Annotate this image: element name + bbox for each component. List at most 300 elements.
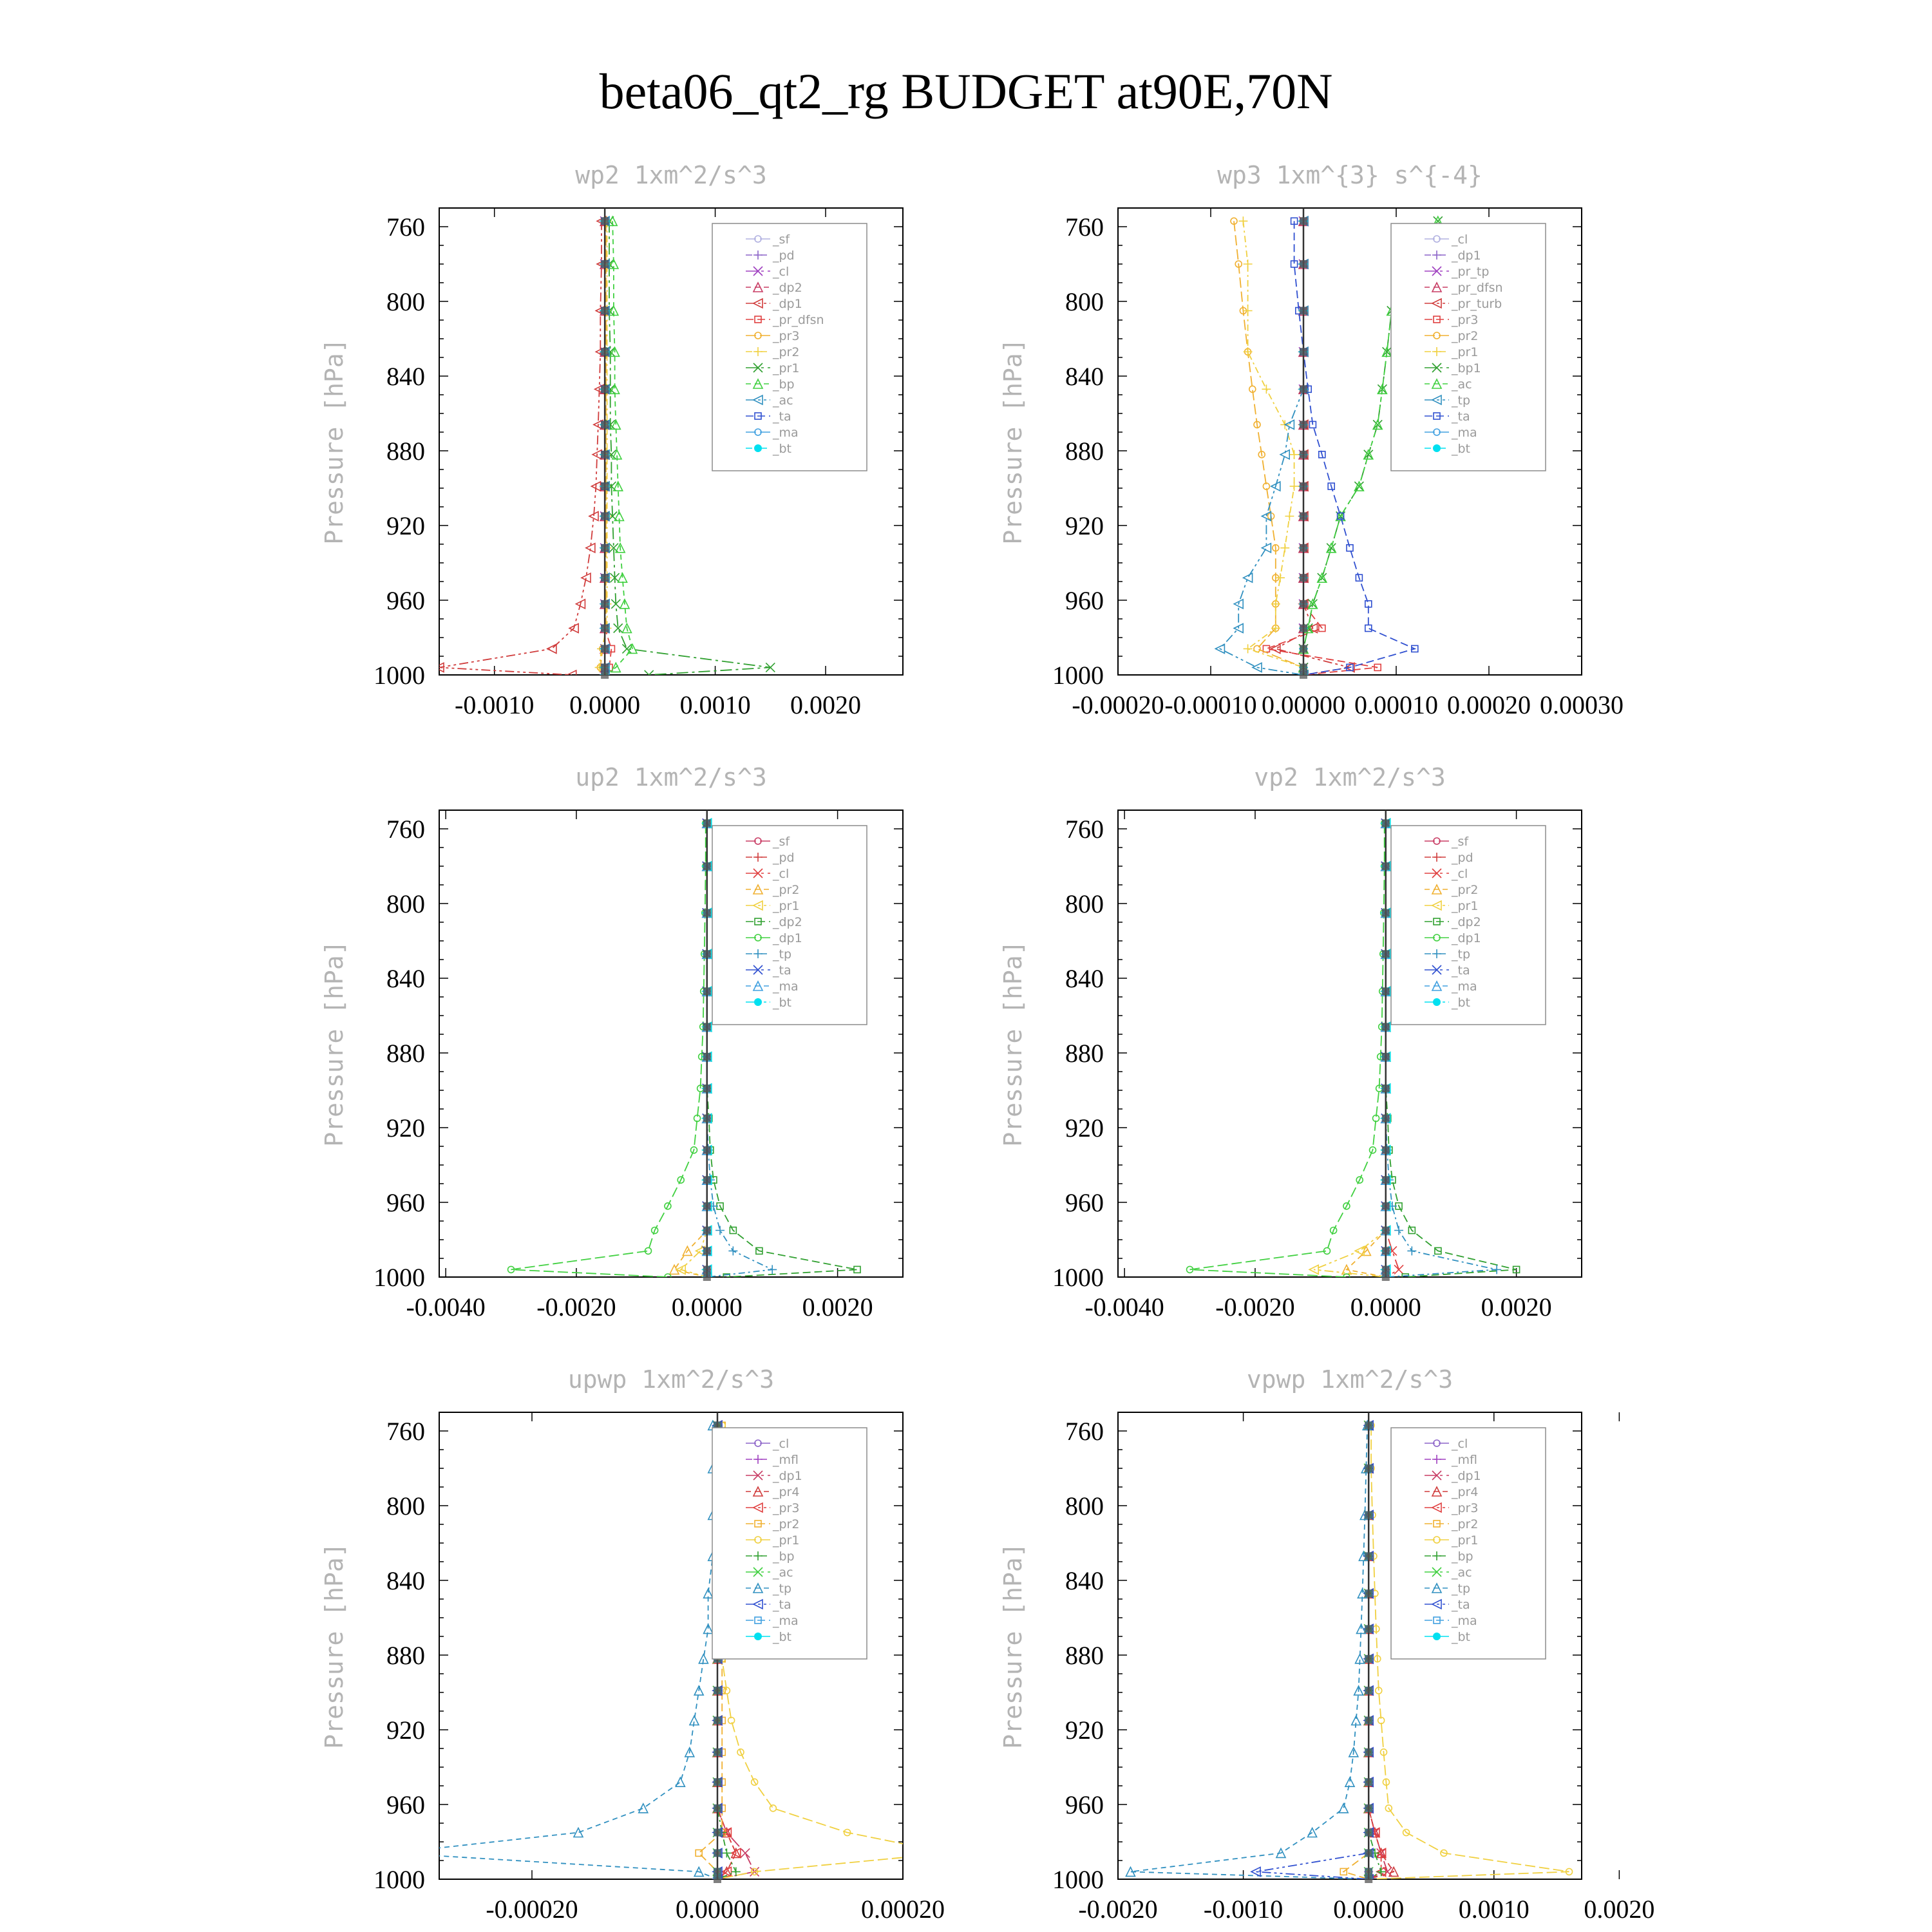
zero-marker bbox=[703, 950, 711, 958]
zero-marker bbox=[1300, 600, 1307, 608]
y-tick-label: 1000 bbox=[374, 1865, 425, 1894]
data-point bbox=[1290, 450, 1299, 459]
zero-marker bbox=[601, 307, 609, 315]
y-axis-label: Pressure [hPa] bbox=[999, 1542, 1027, 1749]
legend bbox=[1391, 826, 1546, 1025]
y-axis-label: Pressure [hPa] bbox=[999, 338, 1027, 545]
legend-label: _bt bbox=[773, 1630, 792, 1644]
data-point bbox=[722, 1848, 731, 1857]
legend-label: _dp1 bbox=[1452, 931, 1481, 945]
legend-label: _dp2 bbox=[773, 281, 802, 295]
legend-label: _ac bbox=[773, 1566, 793, 1580]
zero-marker bbox=[1365, 1625, 1372, 1633]
y-tick-label: 1000 bbox=[374, 661, 425, 690]
y-tick-label: 840 bbox=[386, 362, 425, 391]
x-tick-label: 0.00000 bbox=[676, 1895, 759, 1924]
legend-marker bbox=[754, 444, 762, 452]
data-point bbox=[946, 1850, 952, 1856]
zero-marker bbox=[1365, 1687, 1372, 1694]
y-tick-label: 960 bbox=[1065, 1188, 1104, 1217]
legend-label: _ma bbox=[1452, 1614, 1477, 1628]
series-line-tp bbox=[393, 1425, 717, 1879]
y-tick-label: 960 bbox=[386, 1790, 425, 1819]
legend-label: _pr2 bbox=[1452, 329, 1479, 343]
legend-label: _ta bbox=[773, 410, 791, 424]
y-tick-label: 920 bbox=[1065, 1716, 1104, 1745]
zero-marker bbox=[1382, 1115, 1390, 1122]
legend-label: _pr2 bbox=[773, 345, 800, 359]
panel-1 bbox=[320, 161, 903, 719]
zero-marker bbox=[703, 862, 711, 870]
data-point bbox=[1492, 1265, 1501, 1274]
zero-marker bbox=[1382, 987, 1390, 995]
zero-marker bbox=[1382, 1053, 1390, 1061]
x-tick-label: 0.00000 bbox=[1262, 690, 1345, 719]
legend-label: _ma bbox=[773, 980, 799, 994]
panel-2 bbox=[999, 161, 1624, 719]
y-tick-label: 880 bbox=[386, 1641, 425, 1670]
legend-label: _dp1 bbox=[773, 297, 802, 311]
legend-label: _ma bbox=[773, 426, 799, 440]
zero-marker bbox=[601, 625, 609, 632]
legend-label: _pr4 bbox=[1452, 1485, 1479, 1499]
panel-title: wp2 1xm^2/s^3 bbox=[575, 161, 767, 189]
panel-title: vp2 1xm^2/s^3 bbox=[1254, 763, 1446, 791]
legend-label: _pd bbox=[773, 851, 795, 865]
legend-label: _mfl bbox=[773, 1453, 799, 1467]
y-tick-label: 800 bbox=[1065, 1492, 1104, 1520]
zero-marker bbox=[703, 1227, 711, 1235]
y-tick-label: 840 bbox=[1065, 362, 1104, 391]
panel-5 bbox=[320, 1365, 952, 1924]
zero-marker bbox=[1300, 663, 1307, 671]
legend-label: _ma bbox=[1452, 980, 1477, 994]
legend-marker bbox=[754, 998, 762, 1006]
zero-marker bbox=[703, 1273, 711, 1281]
legend bbox=[712, 223, 867, 471]
legend-label: _bt bbox=[773, 442, 792, 456]
zero-marker bbox=[1300, 645, 1307, 652]
zero-marker bbox=[601, 600, 609, 608]
legend-label: _ta bbox=[773, 1598, 791, 1612]
x-tick-label: 0.0020 bbox=[1584, 1895, 1655, 1924]
legend-label: _pr_dfsn bbox=[773, 313, 824, 327]
zero-marker bbox=[714, 1829, 721, 1837]
x-tick-label: 0.0020 bbox=[802, 1293, 873, 1321]
x-tick-label: -0.0020 bbox=[1215, 1293, 1295, 1321]
data-point bbox=[639, 1804, 648, 1813]
x-tick-label: 0.00030 bbox=[1540, 690, 1624, 719]
zero-marker bbox=[1365, 1829, 1372, 1837]
zero-marker bbox=[1382, 1023, 1390, 1030]
legend-label: _pr2 bbox=[773, 883, 800, 897]
zero-marker bbox=[1365, 1849, 1372, 1857]
zero-marker bbox=[1382, 909, 1390, 917]
zero-marker bbox=[1365, 1875, 1372, 1883]
data-point bbox=[676, 1777, 685, 1786]
legend bbox=[712, 1428, 867, 1659]
legend-label: _mfl bbox=[1452, 1453, 1477, 1467]
y-tick-label: 920 bbox=[386, 1113, 425, 1142]
legend-label: _dp1 bbox=[773, 1469, 802, 1483]
zero-marker bbox=[601, 671, 609, 679]
zero-marker bbox=[1300, 513, 1307, 520]
legend-label: _bp1 bbox=[1452, 361, 1481, 375]
legend-label: _pr1 bbox=[1452, 899, 1479, 913]
zero-marker bbox=[703, 1023, 711, 1030]
zero-marker bbox=[1300, 451, 1307, 459]
zero-marker bbox=[601, 574, 609, 582]
legend-label: _cl bbox=[773, 867, 790, 881]
zero-marker bbox=[703, 987, 711, 995]
legend-label: _ta bbox=[1452, 1598, 1470, 1612]
zero-marker bbox=[1300, 307, 1307, 315]
zero-marker bbox=[1382, 1084, 1390, 1092]
legend-label: _bt bbox=[1452, 442, 1471, 456]
legend-label: _dp1 bbox=[1452, 1469, 1481, 1483]
legend-label: _ta bbox=[773, 963, 791, 978]
legend-label: _ta bbox=[1452, 963, 1470, 978]
y-tick-label: 920 bbox=[386, 1716, 425, 1745]
legend-label: _bp bbox=[773, 377, 795, 392]
data-point bbox=[1271, 644, 1280, 653]
zero-marker bbox=[1365, 1464, 1372, 1472]
zero-marker bbox=[1365, 1748, 1372, 1756]
zero-marker bbox=[714, 1717, 721, 1725]
data-point bbox=[1364, 450, 1373, 459]
y-tick-label: 760 bbox=[1065, 1417, 1104, 1446]
data-point bbox=[1347, 545, 1353, 551]
y-tick-label: 800 bbox=[386, 889, 425, 918]
data-point bbox=[1394, 1226, 1403, 1235]
legend-label: _pr3 bbox=[773, 329, 800, 343]
data-point bbox=[728, 1246, 737, 1255]
legend-label: _pr3 bbox=[1452, 1501, 1479, 1515]
legend-label: _bp bbox=[1452, 1549, 1473, 1564]
x-tick-label: 0.00020 bbox=[1447, 690, 1531, 719]
zero-marker bbox=[1382, 1247, 1390, 1255]
zero-marker bbox=[1300, 385, 1307, 393]
x-tick-label: -0.0040 bbox=[406, 1293, 486, 1321]
data-point bbox=[1262, 384, 1271, 393]
legend-label: _ma bbox=[773, 1614, 799, 1628]
zero-marker bbox=[1365, 1804, 1372, 1812]
zero-marker bbox=[714, 1849, 721, 1857]
legend-label: _pr1 bbox=[1452, 1533, 1479, 1548]
legend-label: _ac bbox=[1452, 1566, 1472, 1580]
legend-label: _bt bbox=[773, 996, 792, 1010]
x-tick-label: -0.0020 bbox=[1078, 1895, 1158, 1924]
zero-marker bbox=[703, 1202, 711, 1210]
zero-marker bbox=[703, 1146, 711, 1154]
y-tick-label: 760 bbox=[386, 213, 425, 242]
data-point bbox=[582, 573, 591, 582]
zero-marker bbox=[1300, 625, 1307, 632]
y-tick-label: 960 bbox=[386, 586, 425, 615]
zero-marker bbox=[1365, 1717, 1372, 1725]
zero-marker bbox=[1382, 1146, 1390, 1154]
zero-marker bbox=[703, 1053, 711, 1061]
panel-6 bbox=[999, 1365, 1654, 1924]
legend-label: _tp bbox=[1452, 393, 1471, 408]
x-tick-label: 0.0020 bbox=[1481, 1293, 1552, 1321]
data-point bbox=[1327, 544, 1336, 553]
legend-label: _tp bbox=[1452, 947, 1471, 961]
y-tick-label: 760 bbox=[386, 1417, 425, 1446]
zero-marker bbox=[1365, 1552, 1372, 1560]
series-line-ta bbox=[1256, 1425, 1368, 1879]
legend-label: _sf bbox=[773, 232, 790, 247]
zero-marker bbox=[601, 663, 609, 671]
zero-marker bbox=[703, 1115, 711, 1122]
y-tick-label: 840 bbox=[386, 1566, 425, 1595]
y-axis-label: Pressure [hPa] bbox=[999, 940, 1027, 1147]
y-tick-label: 800 bbox=[1065, 889, 1104, 918]
y-tick-label: 880 bbox=[386, 1039, 425, 1068]
data-point bbox=[1365, 625, 1372, 632]
y-tick-label: 920 bbox=[1065, 511, 1104, 540]
zero-marker bbox=[703, 1265, 711, 1273]
legend-label: _pr2 bbox=[1452, 883, 1479, 897]
zero-marker bbox=[1300, 348, 1307, 355]
y-tick-label: 760 bbox=[1065, 213, 1104, 242]
panel-4 bbox=[999, 763, 1582, 1321]
zero-marker bbox=[703, 819, 711, 827]
panels bbox=[320, 161, 1654, 1924]
zero-marker bbox=[1382, 862, 1390, 870]
data-point bbox=[574, 1828, 583, 1837]
zero-marker bbox=[601, 348, 609, 355]
legend-label: _ma bbox=[1452, 426, 1477, 440]
zero-marker bbox=[703, 909, 711, 917]
legend-label: _sf bbox=[1452, 835, 1469, 849]
y-axis-label: Pressure [hPa] bbox=[320, 940, 348, 1147]
legend-label: _pr3 bbox=[773, 1501, 800, 1515]
zero-marker bbox=[1382, 1273, 1390, 1281]
y-tick-label: 960 bbox=[386, 1188, 425, 1217]
zero-marker bbox=[1300, 574, 1307, 582]
y-tick-label: 1000 bbox=[1052, 1865, 1104, 1894]
zero-marker bbox=[1300, 217, 1307, 225]
y-tick-label: 840 bbox=[1065, 1566, 1104, 1595]
legend-marker bbox=[1433, 998, 1441, 1006]
zero-marker bbox=[601, 421, 609, 428]
data-point bbox=[1244, 644, 1253, 653]
zero-marker bbox=[714, 1748, 721, 1756]
zero-marker bbox=[714, 1804, 721, 1812]
panel-title: up2 1xm^2/s^3 bbox=[575, 763, 767, 791]
y-tick-label: 880 bbox=[1065, 1039, 1104, 1068]
zero-marker bbox=[1382, 1265, 1390, 1273]
data-point bbox=[1244, 347, 1253, 356]
legend-label: _cl bbox=[1452, 1437, 1468, 1451]
legend-label: _pr_dfsn bbox=[1452, 281, 1503, 295]
legend-label: _pr_tp bbox=[1452, 265, 1490, 279]
legend-label: _pr1 bbox=[1452, 345, 1479, 359]
zero-marker bbox=[1382, 1202, 1390, 1210]
legend-marker bbox=[754, 1633, 762, 1640]
y-axis-label: Pressure [hPa] bbox=[320, 338, 348, 545]
y-tick-label: 800 bbox=[1065, 287, 1104, 316]
legend-label: _dp2 bbox=[773, 915, 802, 929]
y-tick-label: 1000 bbox=[1052, 1263, 1104, 1292]
zero-marker bbox=[1382, 819, 1390, 827]
series-group bbox=[388, 1421, 952, 1884]
legend-label: _pr_turb bbox=[1452, 297, 1502, 311]
legend-label: _dp1 bbox=[1452, 249, 1481, 263]
x-tick-label: -0.0010 bbox=[455, 690, 535, 719]
data-point bbox=[1244, 573, 1253, 582]
zero-marker bbox=[1300, 421, 1307, 428]
series-line-pr2 bbox=[1347, 823, 1386, 1277]
legend-label: _tp bbox=[773, 1582, 792, 1596]
legend-label: _bp bbox=[773, 1549, 795, 1564]
y-tick-label: 880 bbox=[1065, 1641, 1104, 1670]
data-point bbox=[768, 1265, 777, 1274]
x-tick-label: -0.0020 bbox=[536, 1293, 616, 1321]
zero-marker bbox=[601, 513, 609, 520]
zero-marker bbox=[601, 385, 609, 393]
zero-marker bbox=[601, 217, 609, 225]
zero-marker bbox=[1300, 544, 1307, 552]
zero-marker bbox=[714, 1778, 721, 1786]
series-line-pr2 bbox=[1234, 221, 1303, 675]
legend-label: _cl bbox=[773, 1437, 790, 1451]
data-point bbox=[1238, 216, 1247, 225]
zero-marker bbox=[1300, 671, 1307, 679]
x-tick-label: -0.00010 bbox=[1164, 690, 1257, 719]
zero-marker bbox=[601, 645, 609, 652]
series-line-dp1 bbox=[511, 823, 706, 1277]
data-point bbox=[388, 1848, 397, 1857]
y-tick-label: 800 bbox=[386, 1492, 425, 1520]
data-point bbox=[741, 1848, 750, 1857]
y-tick-label: 760 bbox=[1065, 815, 1104, 844]
legend-label: _pr4 bbox=[773, 1485, 800, 1499]
legend-label: _bt bbox=[1452, 996, 1471, 1010]
legend-marker bbox=[1433, 1633, 1441, 1640]
data-point bbox=[1244, 260, 1253, 269]
x-tick-label: -0.0010 bbox=[1203, 1895, 1283, 1924]
zero-marker bbox=[714, 1868, 721, 1875]
legend-label: _dp2 bbox=[1452, 915, 1481, 929]
zero-marker bbox=[1365, 1778, 1372, 1786]
panel-title: vpwp 1xm^2/s^3 bbox=[1246, 1365, 1454, 1394]
zero-marker bbox=[1365, 1421, 1372, 1429]
legend bbox=[712, 826, 867, 1025]
legend-label: _pd bbox=[773, 249, 795, 263]
legend-label: _bt bbox=[1452, 1630, 1471, 1644]
zero-marker bbox=[703, 1084, 711, 1092]
zero-marker bbox=[601, 260, 609, 268]
x-tick-label: 0.0000 bbox=[569, 690, 641, 719]
zero-marker bbox=[1382, 1176, 1390, 1184]
series-line-tp bbox=[1131, 1425, 1369, 1879]
zero-marker bbox=[1300, 260, 1307, 268]
panel-title: wp3 1xm^{3} s^{-4} bbox=[1217, 161, 1482, 189]
x-tick-label: 0.0000 bbox=[1333, 1895, 1405, 1924]
legend-label: _pr3 bbox=[1452, 313, 1479, 327]
zero-marker bbox=[1365, 1655, 1372, 1663]
x-tick-label: -0.0040 bbox=[1084, 1293, 1164, 1321]
legend-label: _pd bbox=[1452, 851, 1473, 865]
legend-label: _dp1 bbox=[773, 931, 802, 945]
series-line-pr1 bbox=[1314, 823, 1386, 1277]
legend-label: _pr2 bbox=[1452, 1517, 1479, 1531]
y-axis-label: Pressure [hPa] bbox=[320, 1542, 348, 1749]
figure-title: beta06_qt2_rg BUDGET at90E,70N bbox=[599, 63, 1333, 119]
panel-title: upwp 1xm^2/s^3 bbox=[567, 1365, 775, 1394]
y-tick-label: 880 bbox=[1065, 437, 1104, 466]
y-tick-label: 840 bbox=[386, 964, 425, 993]
legend-label: _tp bbox=[773, 947, 792, 961]
legend-label: _ac bbox=[773, 393, 793, 408]
series-line-dp1 bbox=[439, 221, 601, 675]
legend-label: _pr1 bbox=[773, 1533, 800, 1548]
x-tick-label: -0.00020 bbox=[486, 1895, 578, 1924]
data-point bbox=[1285, 512, 1294, 521]
zero-marker bbox=[703, 1176, 711, 1184]
x-tick-label: 0.0000 bbox=[671, 1293, 743, 1321]
y-tick-label: 960 bbox=[1065, 1790, 1104, 1819]
y-tick-label: 960 bbox=[1065, 586, 1104, 615]
legend-label: _pr2 bbox=[773, 1517, 800, 1531]
legend-label: _ac bbox=[1452, 377, 1472, 392]
series-line-dp1 bbox=[1190, 823, 1385, 1277]
zero-marker bbox=[1365, 1511, 1372, 1519]
zero-marker bbox=[1382, 1227, 1390, 1235]
y-tick-label: 1000 bbox=[374, 1263, 425, 1292]
y-tick-label: 800 bbox=[386, 287, 425, 316]
legend-label: _cl bbox=[1452, 232, 1468, 247]
zero-marker bbox=[703, 1247, 711, 1255]
legend-label: _sf bbox=[773, 835, 790, 849]
legend bbox=[1391, 1428, 1546, 1659]
zero-marker bbox=[714, 1687, 721, 1694]
legend-marker bbox=[1433, 444, 1441, 452]
series-line-tp bbox=[1220, 221, 1303, 675]
x-tick-label: 0.0020 bbox=[790, 690, 861, 719]
zero-marker bbox=[601, 482, 609, 490]
x-tick-label: 0.0000 bbox=[1350, 1293, 1421, 1321]
y-tick-label: 760 bbox=[386, 815, 425, 844]
legend-label: _cl bbox=[773, 265, 790, 279]
legend bbox=[1391, 223, 1546, 471]
panel-3 bbox=[320, 763, 903, 1321]
x-tick-label: -0.00020 bbox=[1072, 690, 1164, 719]
legend-label: _pr1 bbox=[773, 361, 800, 375]
zero-marker bbox=[1300, 482, 1307, 490]
data-point bbox=[1290, 482, 1299, 491]
y-tick-label: 1000 bbox=[1052, 661, 1104, 690]
zero-marker bbox=[601, 544, 609, 552]
data-point bbox=[1394, 1265, 1403, 1274]
legend-label: _cl bbox=[1452, 867, 1468, 881]
x-tick-label: 0.0010 bbox=[1458, 1895, 1530, 1924]
data-point bbox=[715, 1226, 724, 1235]
x-tick-label: 0.00010 bbox=[1354, 690, 1438, 719]
legend-label: _tp bbox=[1452, 1582, 1471, 1596]
data-point bbox=[770, 1805, 776, 1812]
x-tick-label: 0.0010 bbox=[679, 690, 751, 719]
y-tick-label: 880 bbox=[386, 437, 425, 466]
zero-marker bbox=[1365, 1589, 1372, 1597]
y-tick-label: 840 bbox=[1065, 964, 1104, 993]
data-point bbox=[1280, 544, 1289, 553]
zero-marker bbox=[1382, 950, 1390, 958]
y-tick-label: 920 bbox=[386, 511, 425, 540]
y-tick-label: 920 bbox=[1065, 1113, 1104, 1142]
